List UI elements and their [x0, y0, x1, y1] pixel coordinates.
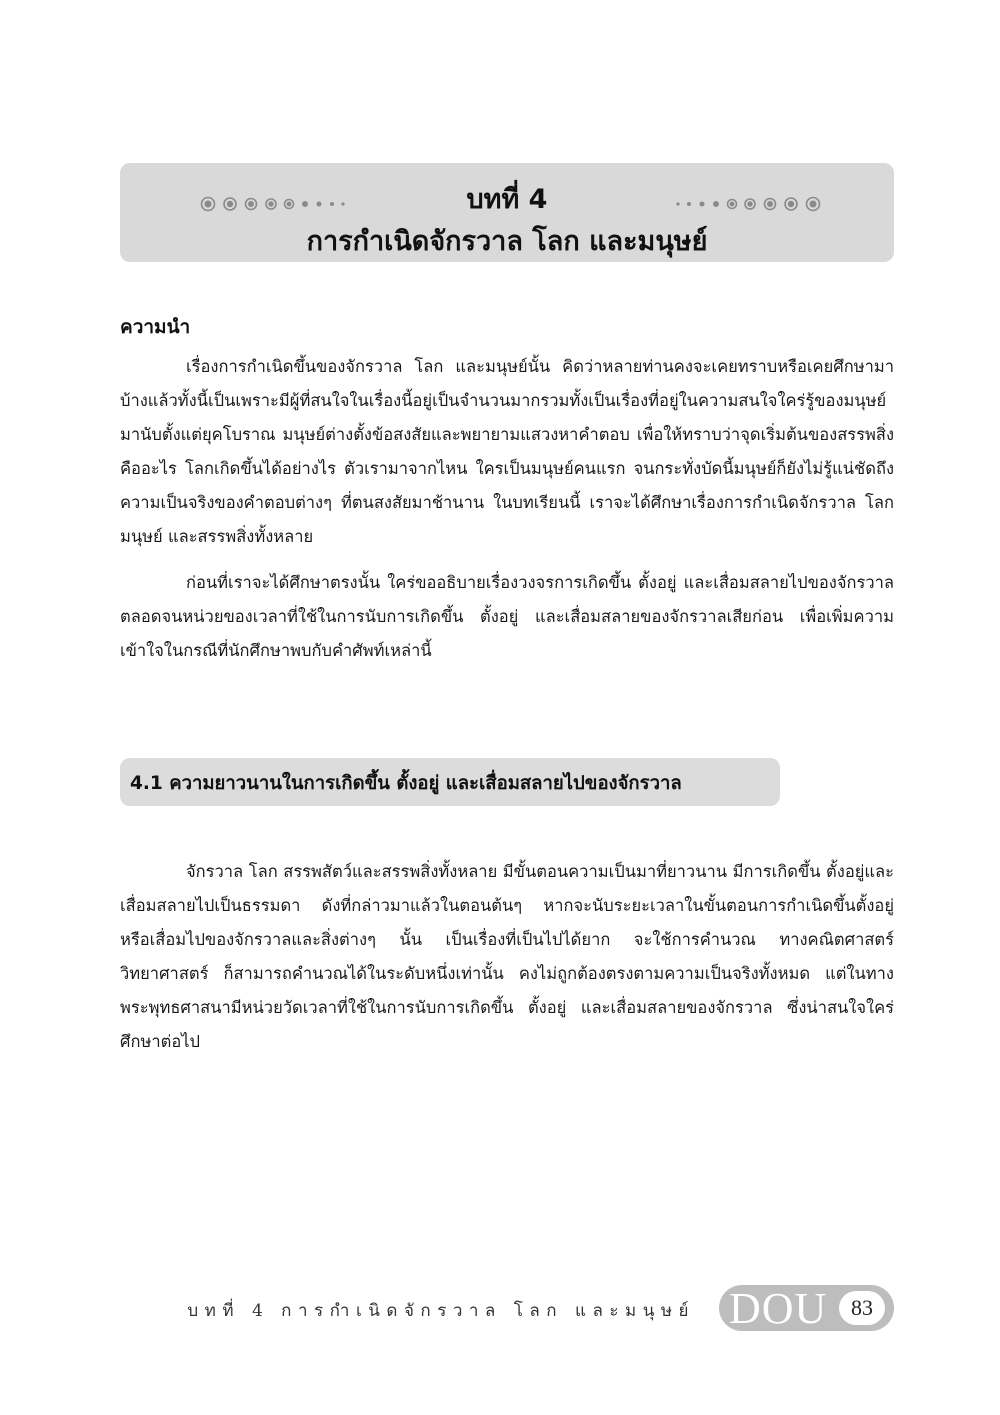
chapter-number: บทที่ 4 — [466, 184, 548, 215]
section-4-1-banner — [120, 758, 780, 806]
chapter-banner — [120, 163, 894, 262]
dou-logo-pill — [719, 1285, 894, 1331]
intro-heading: ความนำ — [120, 316, 191, 338]
section-4-1-heading: 4.1 ความยาวนานในการเกิดขึ้น ตั้งอยู่ และเสื่อมสลายไปของจักรวาล — [130, 773, 682, 794]
intro-paragraph-1-text: เรื่องการกำเนิดขึ้นของจักรวาล โลก และมนุษย์นั้น คิดว่าหลายท่านคงจะเคยทราบหรือเคยศึกษามาบ้างแล้วทั้งนี้เป็นเพราะมีผู้ที่สนใจในเรื่องนี้อยู่เป็นจำนวนมากรวมทั้งเป็นเรื่องที่อยู่ในความสนใจใคร่รู้ของมนุษย์มานับตั้งแต่ยุคโบราณ มนุษย์ต่างตั้งข้อสงสัยและพยายามแสวงหาคำตอบ เพื่อให้ทราบว่าจุดเริ่มต้นของสรรพสิ่งคืออะไร โลกเกิดขึ้นได้อย่างไร ตัวเรามาจากไหน ใครเป็นมนุษย์คนแรก จนกระทั่งบัดนี้มนุษย์ก็ยังไม่รู้แน่ชัดถึงความเป็นจริงของคำตอบต่างๆ ที่ตนสงสัยมาช้านาน ในบทเรียนนี้ เราจะได้ศึกษาเรื่องการกำเนิดจักรวาล โลกมนุษย์ และสรรพสิ่งทั้งหลาย — [120, 357, 894, 546]
chapter-title: การกำเนิดจักรวาล โลก และมนุษย์ — [306, 226, 708, 257]
dou-logo: DOU — [729, 1284, 828, 1333]
page-number: 83 — [839, 1291, 885, 1325]
decorative-dots-right-icon — [673, 196, 833, 212]
intro-paragraph-1 — [120, 350, 894, 554]
running-head: บทที่ 4 การกำเนิดจักรวาล โลก และมนุษย์ — [187, 1301, 695, 1321]
section-4-1-paragraph-text: จักรวาล โลก สรรพสัตว์และสรรพสิ่งทั้งหลาย มีขั้นตอนความเป็นมาที่ยาวนาน มีการเกิดขึ้น ตั้งอยู่และเสื่อมสลายไปเป็นธรรมดา ดังที่กล่าวมาแล้วในตอนต้นๆ หากจะนับระยะเวลาในขั้นตอนการกำเนิดขึ้นตั้งอยู่ หรือเสื่อมไปของจักรวาลและสิ่งต่างๆ นั้น เป็นเรื่องที่เป็นไปได้ยาก จะใช้การคำนวณ ทางคณิตศาสตร์ วิทยาศาสตร์ ก็สามารถคำนวณได้ในระดับหนึ่งเท่านั้น คงไม่ถูกต้องตรงตามความเป็นจริงทั้งหมด แต่ในทางพระพุทธศาสนามีหน่วยวัดเวลาที่ใช้ในการนับการเกิดขึ้น ตั้งอยู่ และเสื่อมสลายของจักรวาล ซึ่งน่าสนใจใคร่ศึกษาต่อไป — [120, 862, 894, 1051]
page-footer — [0, 1285, 1000, 1331]
intro-paragraph-2-text: ก่อนที่เราจะได้ศึกษาตรงนั้น ใคร่ขออธิบายเรื่องวงจรการเกิดขึ้น ตั้งอยู่ และเสื่อมสลายไปของจักรวาล ตลอดจนหน่วยของเวลาที่ใช้ในการนับการเกิดขึ้น ตั้งอยู่ และเสื่อมสลายของจักรวาลเสียก่อน เพื่อเพิ่มความเข้าใจในกรณีที่นักศึกษาพบกับคำศัพท์เหล่านี้ — [120, 573, 894, 660]
section-4-1-paragraph — [120, 855, 894, 1059]
intro-paragraph-2 — [120, 566, 894, 668]
